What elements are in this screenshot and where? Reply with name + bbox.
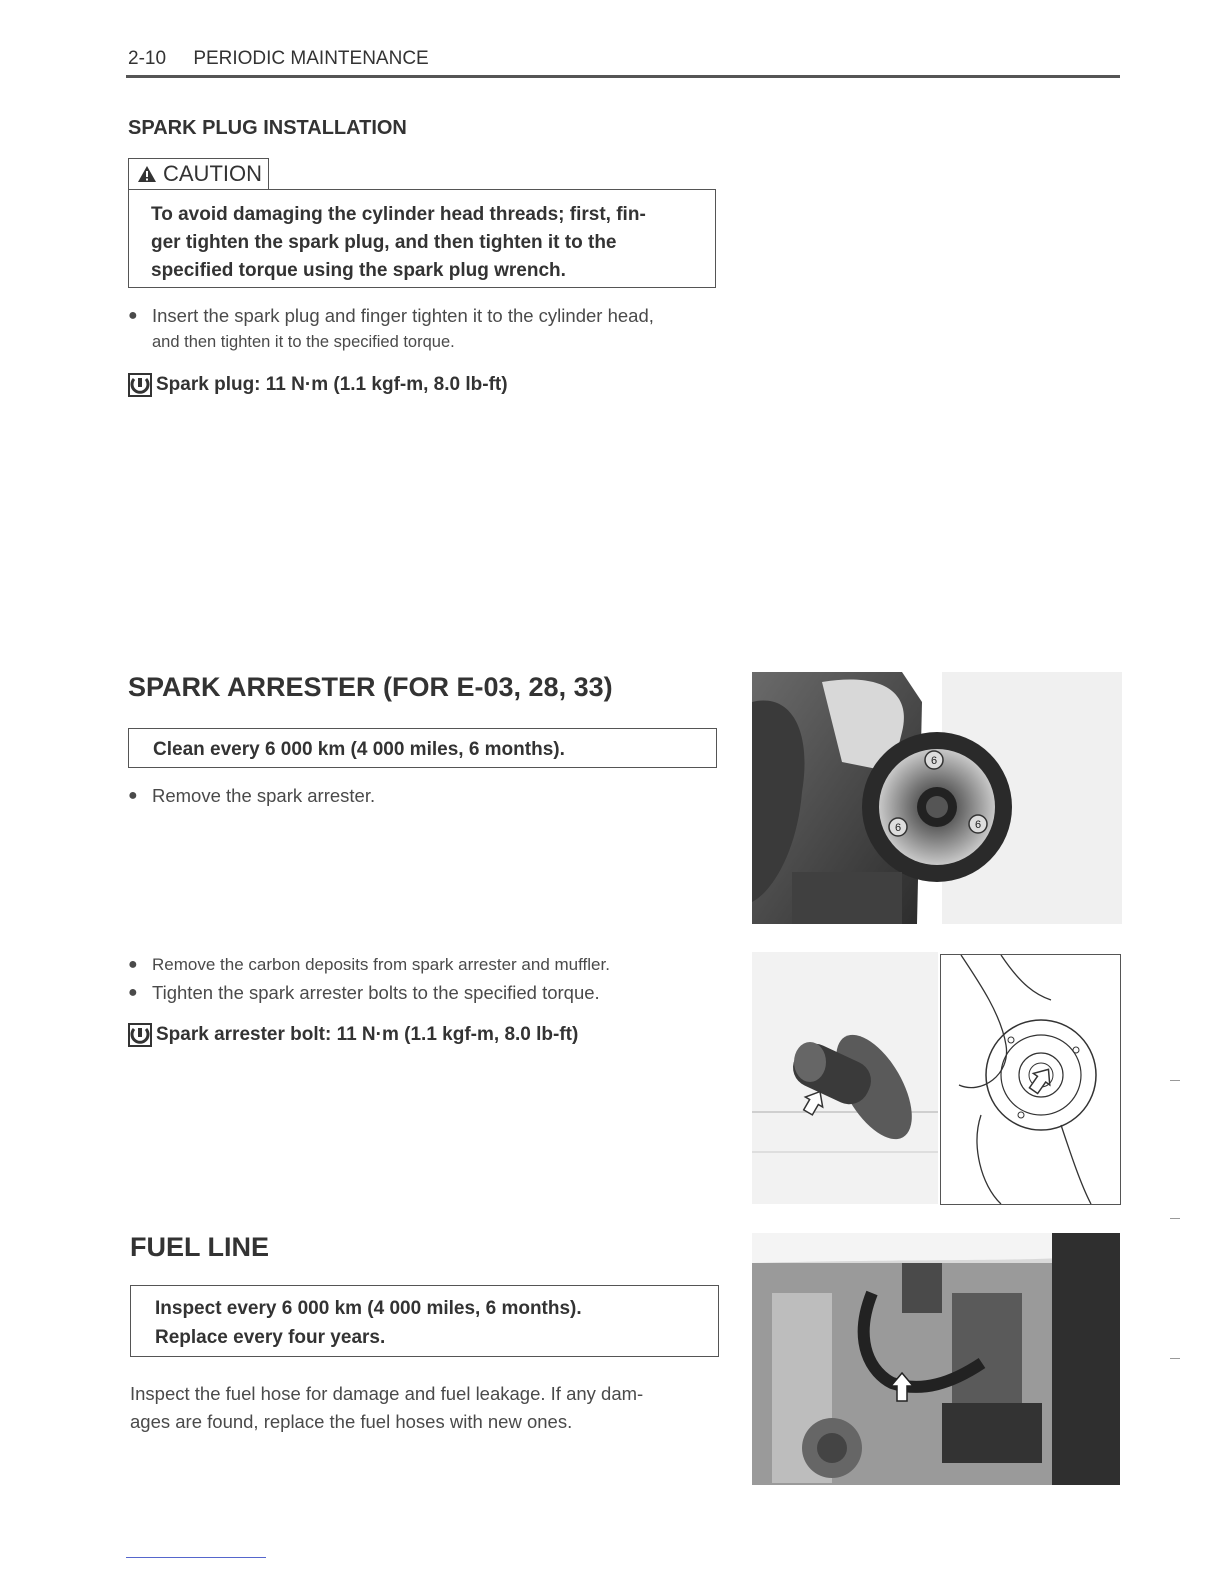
figure-callout: 6 [974,819,982,831]
warning-triangle-icon [137,165,157,183]
footer-rule [126,1557,266,1558]
torque-spec-text: Spark arrester bolt: 11 N·m (1.1 kgf-m, 8.0 lb-ft) [156,1024,579,1045]
caution-tag [128,158,269,189]
torque-wrench-icon [128,1023,152,1047]
paragraph-line: Inspect the fuel hose for damage and fuel leakage. If any dam- [130,1383,644,1404]
spark-plug-torque-spec [128,373,508,397]
spark-arrester-interval-box [128,728,717,768]
step-text: Tighten the spark arrester bolts to the specified torque. [152,982,600,1003]
spark-arrester-steps [128,952,610,1006]
step-text: Insert the spark plug and finger tighten it to the cylinder head, [152,305,654,326]
step-text: Remove the spark arrester. [152,785,376,806]
spark-arrester-diagram [940,954,1121,1205]
figure-callout: 6 [930,755,938,767]
fuel-line-interval-box [130,1285,719,1357]
page-header [128,48,429,70]
section-title: PERIODIC MAINTENANCE [193,48,429,69]
caution-line: specified torque using the spark plug wrench. [151,260,566,281]
caution-box [128,189,716,288]
step-text: Remove the carbon deposits from spark arrester and muffler. [152,955,610,974]
figure-callout: 6 [894,822,902,834]
caution-line: ger tighten the spark plug, and then tighten it to the [151,232,617,253]
spark-plug-installation-heading: SPARK PLUG INSTALLATION [128,117,407,139]
spark-plug-step [128,303,654,355]
bullet-icon: ● [128,787,138,804]
bullet-icon: ● [128,984,138,1001]
header-rule [126,75,1120,78]
fuel-line-paragraph [130,1380,643,1436]
fuel-line-heading: FUEL LINE [130,1232,270,1262]
bullet-icon: ● [128,307,138,324]
step-text-cont: and then tighten it to the specified torque. [152,333,455,351]
interval-text: Replace every four years. [155,1327,386,1348]
interval-text: Clean every 6 000 km (4 000 miles, 6 months). [153,739,565,760]
page-number: 2-10 [128,48,167,69]
torque-spec-text: Spark plug: 11 N·m (1.1 kgf-m, 8.0 lb-ft) [156,374,508,395]
edge-mark [1170,1080,1180,1081]
bullet-icon: ● [128,956,138,973]
torque-wrench-icon [128,373,152,397]
spark-arrester-heading: SPARK ARRESTER (FOR E-03, 28, 33) [128,672,613,702]
fuel-line-photo [752,1233,1120,1485]
spark-arrester-torque-spec [128,1023,578,1047]
edge-mark [1170,1358,1180,1359]
interval-text: Inspect every 6 000 km (4 000 miles, 6 months). [155,1298,582,1319]
caution-label: CAUTION [163,161,262,186]
removed-spark-arrester-photo [752,952,938,1204]
edge-mark [1170,1218,1180,1219]
paragraph-line: ages are found, replace the fuel hoses with new ones. [130,1411,573,1432]
spark-arrester-step-remove [128,783,375,809]
caution-line: To avoid damaging the cylinder head threads; first, fin- [151,204,646,225]
spark-arrester-muffler-photo [752,672,1122,924]
